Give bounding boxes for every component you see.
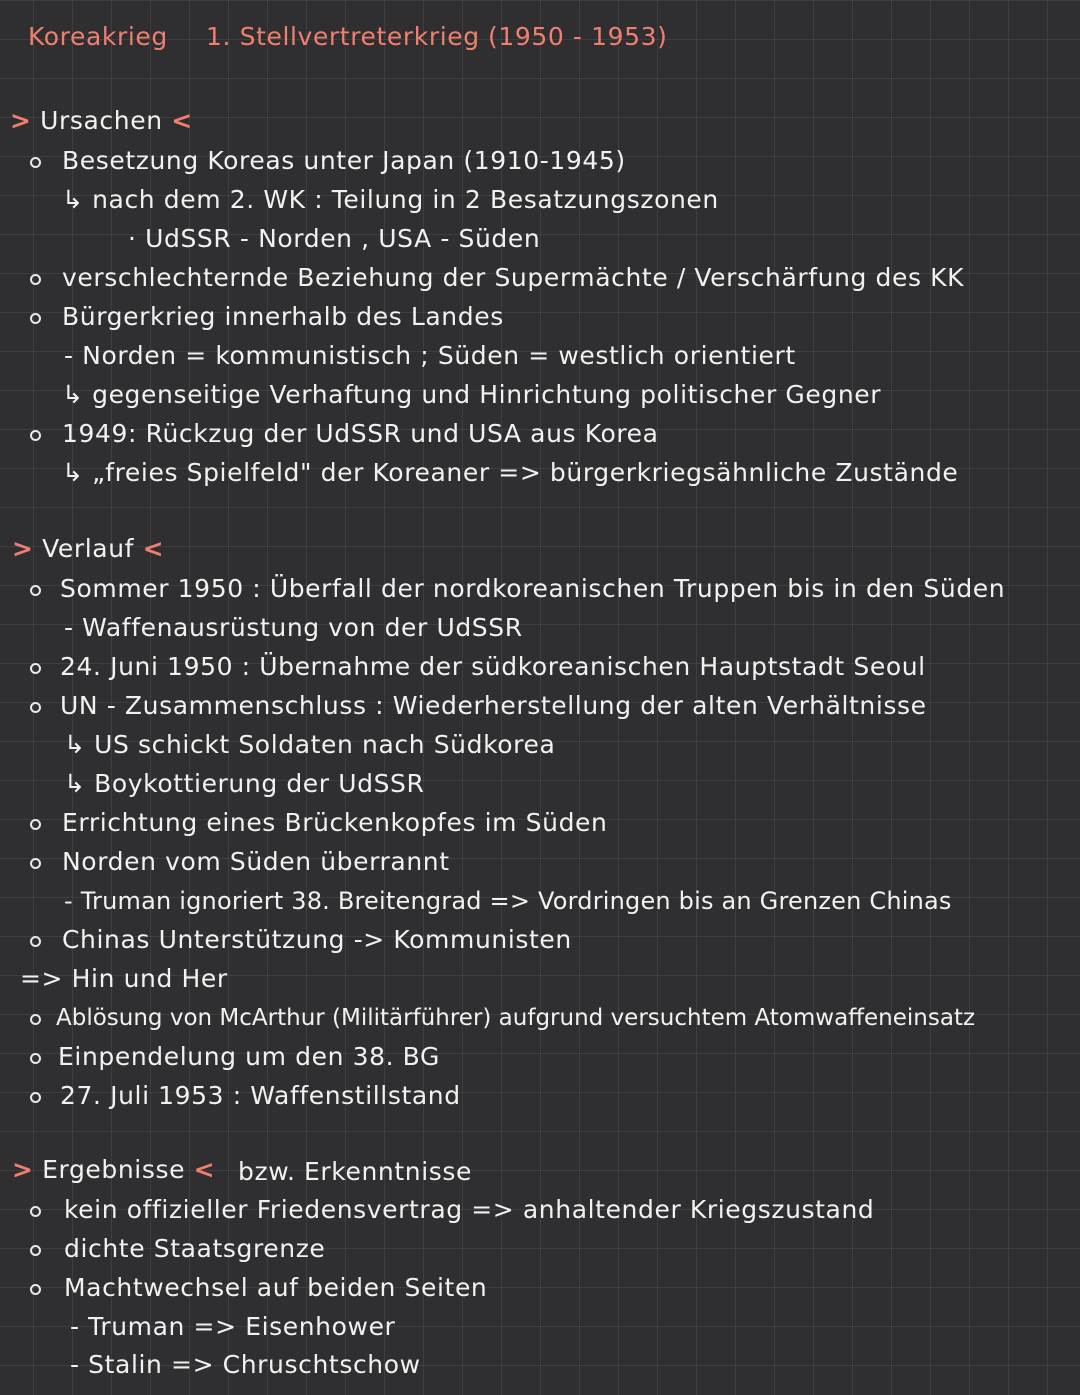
bullet-dot: [30, 274, 41, 285]
list-item: - Norden = kommunistisch ; Süden = westlich orientiert: [64, 341, 796, 370]
list-item: Chinas Unterstützung -> Kommunisten: [62, 925, 572, 954]
list-item: Besetzung Koreas unter Japan (1910-1945): [62, 146, 626, 175]
list-item: - Stalin => Chruschtschow: [70, 1350, 421, 1379]
list-item: Bürgerkrieg innerhalb des Landes: [62, 302, 504, 331]
list-item: 27. Juli 1953 : Waffenstillstand: [60, 1081, 461, 1110]
bullet-dot: [30, 585, 41, 596]
heading-text: Verlauf: [42, 534, 135, 563]
list-item: Einpendelung um den 38. BG: [58, 1042, 440, 1071]
bullet-dot: [30, 1092, 41, 1103]
list-item: 1949: Rückzug der UdSSR und USA aus Korea: [62, 419, 659, 448]
list-item: Norden vom Süden überrannt: [62, 847, 450, 876]
section-heading-ergebnisse: [12, 1155, 215, 1185]
list-item: Machtwechsel auf beiden Seiten: [64, 1273, 488, 1302]
section-heading-verlauf: [12, 534, 164, 564]
bullet-dot: [30, 858, 41, 869]
heading-text: Ursachen: [40, 106, 163, 135]
list-item: ↳ gegenseitige Verhaftung und Hinrichtung politischer Gegner: [62, 380, 882, 409]
bullet-dot: [30, 1245, 41, 1256]
section-heading-ursachen: [10, 106, 193, 136]
page-subtitle: 1. Stellvertreterkrieg: [206, 22, 480, 51]
section-heading-suffix: bzw. Erkenntnisse: [238, 1157, 472, 1186]
heading-text: Ergebnisse: [42, 1155, 186, 1184]
bullet-dot: [30, 663, 41, 674]
bullet-dot: [30, 1284, 41, 1295]
list-item: Ablösung von McArthur (Militärführer) aufgrund versuchtem Atomwaffeneinsatz: [56, 1005, 976, 1031]
bullet-dot: [30, 430, 41, 441]
list-item: ↳ US schickt Soldaten nach Südkorea: [64, 730, 556, 759]
list-item: - Truman ignoriert 38. Breitengrad => Vordringen bis an Grenzen Chinas: [64, 887, 952, 915]
list-item: verschlechternde Beziehung der Supermächte / Verschärfung des KK: [62, 263, 965, 292]
bullet-dot: [30, 157, 41, 168]
list-item: Errichtung eines Brückenkopfes im Süden: [62, 808, 608, 837]
heading-close-marker: <: [142, 534, 165, 563]
list-item: => Hin und Her: [20, 964, 228, 993]
bullet-dot: [30, 819, 41, 830]
bullet-dot: [30, 936, 41, 947]
list-item: Sommer 1950 : Überfall der nordkoreanischen Truppen bis in den Süden: [60, 574, 1006, 603]
list-item: - Waffenausrüstung von der UdSSR: [64, 613, 523, 642]
heading-open-marker: >: [12, 534, 34, 563]
page-years: (1950 - 1953): [488, 22, 668, 51]
bullet-dot: [30, 1014, 41, 1025]
heading-open-marker: >: [12, 1155, 34, 1184]
heading-close-marker: <: [193, 1155, 216, 1184]
bullet-dot: [30, 702, 41, 713]
heading-open-marker: >: [10, 106, 32, 135]
list-item: kein offizieller Friedensvertrag => anhaltender Kriegszustand: [64, 1195, 875, 1224]
bullet-dot: [30, 1053, 41, 1064]
heading-close-marker: <: [171, 106, 193, 135]
list-item: ↳ nach dem 2. WK : Teilung in 2 Besatzungszonen: [62, 185, 719, 214]
list-item: · UdSSR - Norden , USA - Süden: [128, 224, 541, 253]
list-item: UN - Zusammenschluss : Wiederherstellung der alten Verhältnisse: [60, 691, 927, 720]
list-item: - Truman => Eisenhower: [70, 1312, 396, 1341]
list-item: ↳ „freies Spielfeld" der Koreaner => bürgerkriegsähnliche Zustände: [62, 458, 959, 487]
bullet-dot: [30, 313, 41, 324]
bullet-dot: [30, 1206, 41, 1217]
list-item: ↳ Boykottierung der UdSSR: [64, 769, 425, 798]
page-title: Koreakrieg: [28, 22, 168, 51]
list-item: 24. Juni 1950 : Übernahme der südkoreanischen Hauptstadt Seoul: [60, 652, 926, 681]
list-item: dichte Staatsgrenze: [64, 1234, 326, 1263]
